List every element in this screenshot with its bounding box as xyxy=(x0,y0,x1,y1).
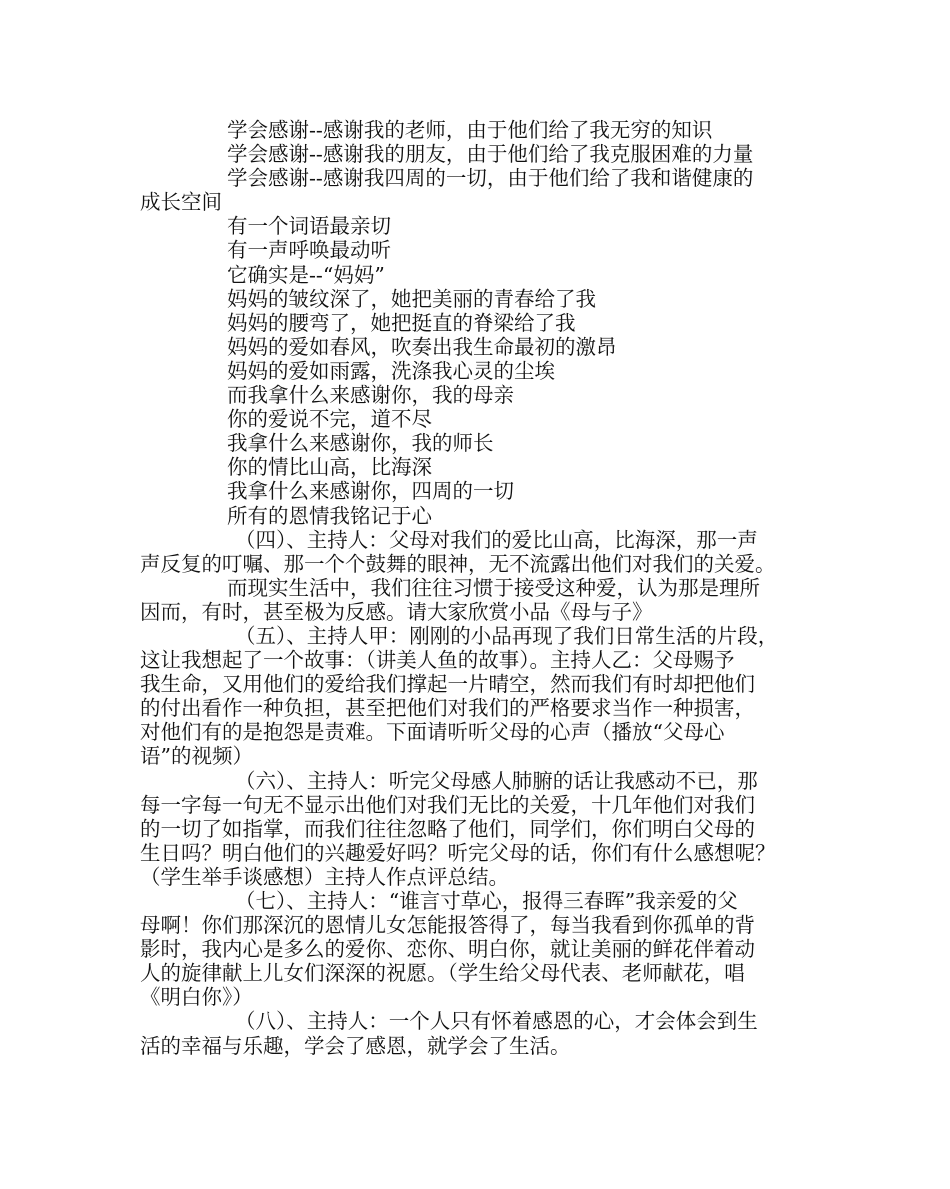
text-line: 妈妈的皱纹深了，她把美丽的青春给了我 xyxy=(227,286,596,311)
text-line: （八）、主持人：一个人只有怀着感恩的心，才会体会到生 xyxy=(235,1009,758,1034)
text-line: 母啊！你们那深沉的恩情儿女怎能报答得了，每当我看到你孤单的背 xyxy=(140,913,755,938)
text-line: 它确实是--“妈妈” xyxy=(227,262,385,287)
text-line: 语”的视频） xyxy=(140,744,253,769)
text-line: 有一声呼唤最动听 xyxy=(227,238,391,263)
text-line: 有一个词语最亲切 xyxy=(227,214,391,239)
text-line: 妈妈的腰弯了，她把挺直的脊梁给了我 xyxy=(227,310,576,335)
text-line: （七）、主持人：“谁言寸草心，报得三春晖”我亲爱的父 xyxy=(235,889,738,913)
text-line: 《明白你》） xyxy=(140,985,253,1010)
text-line: （五）、主持人甲：刚刚的小品再现了我们日常生活的片段， xyxy=(235,623,779,648)
text-line: 每一字每一句无不显示出他们对我们无比的关爱，十几年他们对我们 xyxy=(140,792,755,817)
text-line: 学会感谢--感谢我四周的一切，由于他们给了我和谐健康的 xyxy=(227,166,754,191)
text-line: 我生命，又用他们的爱给我们撑起一片晴空，然而我们有时却把他们 xyxy=(140,672,755,697)
text-line: 你的爱说不完，道不尽 xyxy=(227,407,432,432)
text-line: 活的幸福与乐趣，学会了感恩，就学会了生活。 xyxy=(140,1033,571,1058)
text-line: 我拿什么来感谢你，四周的一切 xyxy=(227,479,514,504)
text-line: 的一切了如指掌，而我们往往忽略了他们，同学们，你们明白父母的 xyxy=(140,816,755,841)
text-line: 妈妈的爱如春风，吹奏出我生命最初的激昂 xyxy=(227,334,617,359)
text-line: 你的情比山高，比海深 xyxy=(227,455,432,480)
text-line: 而现实生活中，我们往往习惯于接受这种爱，认为那是理所 xyxy=(227,575,760,600)
text-line: 影时，我内心是多么的爱你、恋你、明白你，就让美丽的鲜花伴着动 xyxy=(140,937,755,962)
text-line: 所有的恩情我铭记于心 xyxy=(227,503,432,528)
text-line: （学生举手谈感想）主持人作点评总结。 xyxy=(140,864,509,889)
text-line: 的付出看作一种负担，甚至把他们对我们的严格要求当作一种损害， xyxy=(140,696,755,721)
text-line: 人的旋律献上儿女们深深的祝愿。（学生给父母代表、老师献花，唱 xyxy=(140,961,745,986)
text-line: 声反复的叮嘱、那一个个鼓舞的眼神，无不流露出他们对我们的关爱。 xyxy=(140,551,776,576)
text-line: 学会感谢--感谢我的老师，由于他们给了我无穷的知识 xyxy=(227,118,713,142)
document-body xyxy=(140,118,820,1058)
text-line: 学会感谢--感谢我的朋友，由于他们给了我克服困难的力量 xyxy=(227,142,754,167)
text-line: 这让我想起了一个故事：（讲美人鱼的故事）。主持人乙：父母赐予 xyxy=(140,648,735,673)
text-line: 生日吗？明白他们的兴趣爱好吗？听完父母的话，你们有什么感想呢？ xyxy=(140,840,776,865)
text-line: （四）、主持人：父母对我们的爱比山高，比海深，那一声 xyxy=(235,527,758,552)
text-line: 成长空间 xyxy=(140,190,222,215)
text-line: （六）、主持人：听完父母感人肺腑的话让我感动不已，那 xyxy=(235,768,758,793)
text-line: 我拿什么来感谢你，我的师长 xyxy=(227,431,494,456)
text-line: 因而，有时，甚至极为反感。请大家欣赏小品《母与子》 xyxy=(140,599,653,624)
text-line: 而我拿什么来感谢你，我的母亲 xyxy=(227,383,514,408)
text-line: 对他们有的是抱怨是责难。下面请听听父母的心声（播放“父母心 xyxy=(140,720,725,745)
text-line: 妈妈的爱如雨露，洗涤我心灵的尘埃 xyxy=(227,358,555,383)
